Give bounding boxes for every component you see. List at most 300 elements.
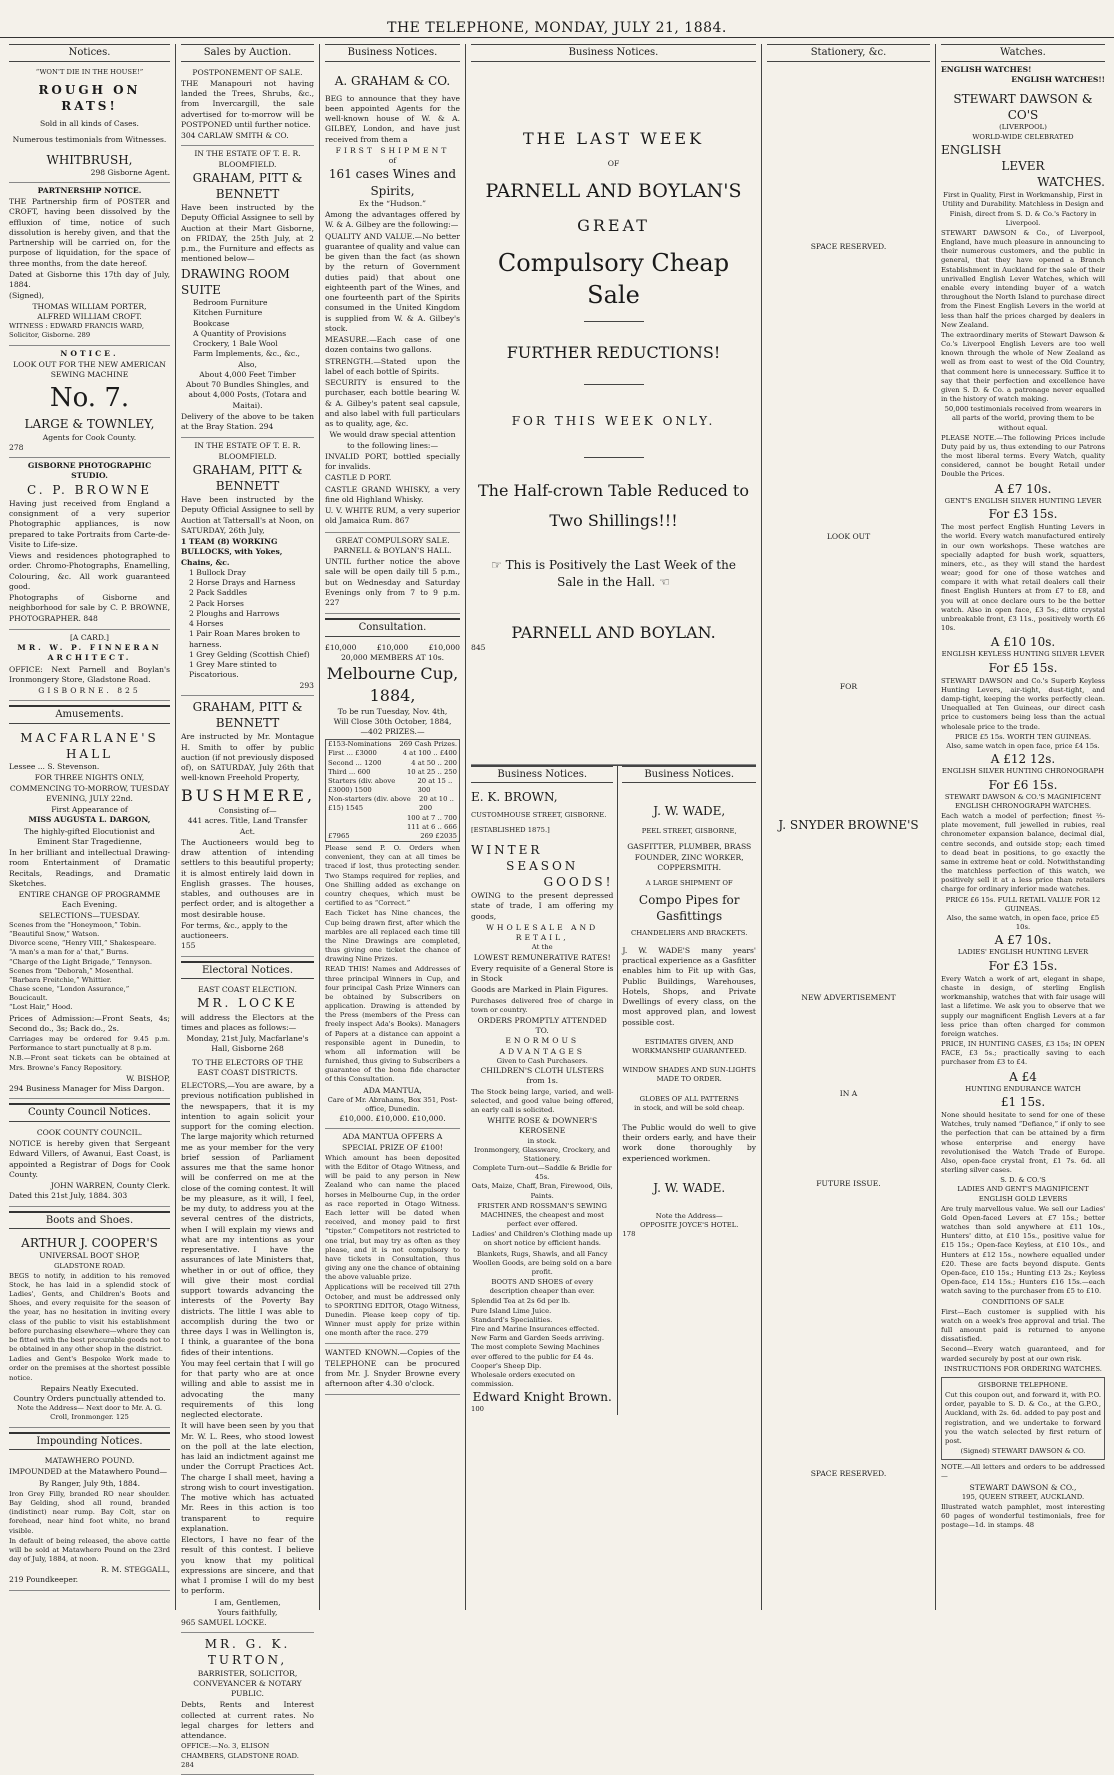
ad-text: Dated this 21st July, 1884. 303 (9, 1191, 128, 1201)
ad-text: Will Close 30th October, 1884, (333, 716, 452, 726)
ad-text: (LIVERPOOL) (999, 123, 1047, 132)
ad-star: MISS AUGUSTA L. DARGON, (28, 815, 151, 825)
ad-text: OPPOSITE JOYCE'S HOTEL. (639, 1221, 739, 1230)
column-heading: Notices. (9, 44, 170, 62)
watch-price: A £12 12s. (990, 752, 1056, 767)
ad-title: MATAWHERO POUND. (44, 1456, 135, 1466)
ad-body: PLEASE NOTE.—The following Prices include Duty paid by us, thus extending to our Patrons the most liberal terms. Every Watch, quality considered, cannot be bought Retail under Double the Prices. (941, 433, 1105, 479)
ad-photo-studio (9, 458, 170, 630)
ad-postponement (181, 65, 314, 147)
ad-body: CASTLE GRAND WHISKY, a very fine old Highland Whisky. (325, 484, 460, 504)
ad-headline: WINTER (471, 842, 543, 857)
ad-headline: Compo Pipes for Gasfittings (638, 893, 740, 924)
amount: £10,000 (325, 642, 357, 652)
program-item: Divorce scene, “Henry VIII,” Shakespeare. (9, 939, 157, 948)
ad-body: will address the Electors at the times and places as follows:— (181, 1012, 314, 1032)
ad-text: IN A (839, 1088, 858, 1098)
ad-body: N.B.—Front seat tickets can be obtained at Mrs. Browne's Fancy Repository. (9, 1054, 170, 1072)
table-cell: Non-starters (div. above £15) 1545 (328, 795, 411, 813)
ad-text: OFFICE:—No. 3, ELISON CHAMBERS, GLADSTONE ROAD. 284 (181, 1742, 299, 1769)
table-cell: 20 at 15 .. 300 (417, 776, 453, 795)
program-item: “Lost Hair,” Hood. (9, 1003, 73, 1012)
program-item: Chase scene, “London Assurance,” Boucicault. (9, 985, 130, 1003)
ad-body: FOR THREE NIGHTS ONLY, COMMENCING TO-MORROW, TUESDAY EVENING, JULY 22nd. (9, 773, 170, 803)
column-stationery (762, 44, 936, 1610)
ad-body: FRISTER AND ROSSMAN'S SEWING MACHINES, the cheapest and most perfect ever offered. (477, 1201, 607, 1229)
ad-subtitle: TO THE ELECTORS OF THE EAST COAST DISTRICTS. (191, 1057, 304, 1077)
list-item: Bookcase (193, 318, 230, 328)
ad-subtitle: 161 cases Wines and Spirits, (328, 167, 457, 198)
ad-body: In default of being released, the above cattle will be sold at Matawhero Pound on the 23rd day of July, 1884, at noon. (9, 1536, 170, 1564)
ad-text: The most complete Sewing Machines ever offered to the public for £4 4s. (471, 1343, 600, 1361)
ad-body: First—Each customer is supplied with his watch on a week's free approval and trial. The full amount paid is returned to anyone dissatisfied. (941, 1307, 1105, 1344)
ad-text: ORDERS PROMPTLY ATTENDED TO. (477, 1015, 607, 1036)
item-list (181, 298, 314, 360)
ad-text: GLOBES OF ALL PATTERNS (639, 1094, 739, 1103)
ad-text: OF (607, 159, 620, 169)
coupon-signature: (Signed) STEWART DAWSON & CO. (960, 1447, 1086, 1456)
ad-subtitle: 1 TEAM (8) WORKING BULLOCKS, with Yokes, Chains, &c. (181, 537, 283, 567)
ad-text: About 70 Bundles Shingles, and about 4,000 Posts, (Totara and Maitai). (185, 380, 309, 410)
ad-text: Yours faithfully, (217, 1607, 278, 1617)
ad-body: UNTIL further notice the above sale will be open daily till 5 p.m., but on Wednesday and Saturday Evenings only from 7 to 9 p.m. 227 (325, 557, 460, 608)
watch-offer: For £6 15s. (988, 777, 1058, 792)
ad-title: IN THE ESTATE OF T. E. R. BLOOMFIELD. (194, 441, 301, 461)
ad-text: FUTURE ISSUE. (816, 1178, 881, 1188)
prize-table (325, 739, 460, 842)
column-heading: Sales by Auction. (181, 44, 314, 62)
list-item: 2 Pack Horses (189, 598, 244, 608)
ad-text: £10,000. £10,000. £10,000. (339, 1114, 446, 1124)
ad-body: IMPOUNDED at the Matawhero Pound— (9, 1467, 168, 1477)
table-row (326, 795, 459, 813)
ad-text: 304 CARLAW SMITH & CO. (181, 131, 289, 140)
ad-text: Pure Island Lime Juice. (471, 1306, 552, 1315)
ad-text: PRICE £6 15s. FULL RETAIL VALUE FOR 12 GUINEAS. (945, 895, 1101, 913)
order-coupon (941, 1377, 1105, 1460)
ad-headline: ENGLISH WATCHES!! (1011, 74, 1105, 84)
ad-body: QUALITY AND VALUE.—No better guarantee of quality and value can be given than the fact (as shown by the return of Government duties paid) that about one eighteenth part of the Wines, and one fourteenth part of the Spirits consumed in the United Kingdom is supplied from W. & A. Gilbey's stock. (325, 231, 460, 333)
ad-text: 278 (9, 442, 24, 452)
ad-text: Monday, 21st July, Macfarlane's Hall, Gisborne 268 (186, 1034, 309, 1054)
list-item: A Quantity of Provisions (193, 328, 287, 338)
ad-body: Goods are Marked in Plain Figures. (471, 985, 609, 995)
ad-subtitle: DRAWING ROOM SUITE (181, 266, 290, 297)
ad-body: It will have been seen by you that Mr. W. L. Rees, who stood lowest on the poll at the late election, has laid an indictment against me under the Corrupt Practices Act. The charge I shall meet, having a strong wish to court investigation. The motive which has actuated Mr. Rees in this action is too transparent to require explanation. (181, 1421, 314, 1533)
amount-row (325, 643, 460, 653)
ad-text: ENORMOUS ADVANTAGES (499, 1036, 585, 1056)
ad-title: COOK COUNTY COUNCIL. (36, 1127, 143, 1137)
ad-body: OFFICE: Next Parnell and Boylan's Ironmongery Store, Gladstone Road. (9, 664, 170, 684)
ad-name: MR. W. P. FINNERAN ARCHITECT. (17, 643, 162, 663)
program-item: “Beautiful Snow,” Watson. (9, 930, 100, 939)
ad-title: GISBORNE PHOTOGRAPHIC STUDIO. (27, 461, 152, 481)
ad-text: Cooper's Sheep Dip. (471, 1361, 542, 1370)
program-item: “Charge of the Light Brigade,” Tennyson. (9, 957, 152, 966)
ad-matawhero-pound (9, 1453, 170, 1591)
ad-body: Purchases delivered free of charge in town or country. (471, 996, 614, 1014)
ad-title: STEWART DAWSON & CO'S (953, 92, 1093, 123)
ad-bushmere (181, 696, 314, 957)
section-heading: County Council Notices. (9, 1103, 170, 1122)
list-item: 1 Bullock Dray (189, 567, 246, 577)
ad-body: THE Partnership firm of POSTER and CROFT, having been dissolved by the effluxion of time, notice of such dissolution is hereby given, and that the Partnership will be carried on, for the purpose of liquidation, for the space of three months, from the date hereof. (9, 197, 170, 268)
ad-text: STEWART DAWSON & CO.'S MAGNIFICENT ENGLISH CHRONOGRAPH WATCHES. (944, 792, 1102, 810)
ad-title: STEWART DAWSON & CO., (969, 1482, 1077, 1492)
ad-text: S. D. & CO.'S (1000, 1176, 1046, 1185)
space-reserved: SPACE RESERVED. (810, 241, 887, 251)
table-total: £7965 (328, 831, 350, 840)
ad-body: Dated at Gisborne this 17th day of July, 1884. (9, 269, 170, 290)
column-heading: Stationery, &c. (767, 44, 930, 62)
ad-text: 845 (471, 643, 486, 653)
table-cell: Starters (div. above £3000) 1500 (328, 776, 396, 795)
ad-headline: FURTHER REDUCTIONS! (506, 343, 721, 363)
table-row (326, 749, 459, 758)
watch-offer: For £3 15s. (988, 958, 1058, 973)
ad-body: The highly-gifted Elocutionist and Eminent Star Tragedienne, (24, 826, 155, 846)
ad-text: Numerous testimonials from Witnesses. (12, 135, 167, 145)
ad-body: CASTLE D PORT. (325, 473, 392, 483)
ad-body: J. W. WADE'S many years' practical experience as a Gasfitter enables him to Fit up with Gas, Public Buildings, Warehouses, Hotels, Shops, and Private Dwellings of every class, on the most approved plan, and lowest possible cost. (622, 945, 756, 1027)
table-cell: 4 at 100 .. £400 (402, 749, 457, 758)
ad-title: PARTNERSHIP NOTICE. (37, 185, 142, 195)
ad-text: CHANDELIERS AND BRACKETS. (631, 928, 748, 937)
ad-body: OWING to the present depressed state of trade, I am offering my goods, (471, 891, 614, 921)
ad-text: First Appearance of (51, 805, 128, 815)
ad-headline: SEASON (506, 858, 579, 873)
ad-text: 965 SAMUEL LOCKE. (181, 1618, 267, 1628)
ad-melbourne-cup (325, 640, 460, 1130)
ad-body: STRENGTH.—Stated upon the label of each bottle of Spirits. (325, 356, 460, 376)
ad-title: PARNELL AND BOYLAN'S (485, 180, 742, 203)
ad-body: Carriages may be ordered for 9.45 p.m. Performance to start punctually at 8 p.m. (9, 1035, 170, 1053)
ad-text: W. BISHOP, (126, 1073, 170, 1083)
list-item: 4 Horses (189, 619, 224, 629)
table-row (326, 814, 459, 823)
column-business-1 (320, 44, 466, 1610)
ad-text: WINDOW SHADES AND SUN-LIGHTS MADE TO ORDER. (622, 1066, 756, 1084)
ad-text: BARRISTER, SOLICITOR, CONVEYANCER & NOTARY PUBLIC. (193, 1668, 302, 1699)
ad-body: BEG to announce that they have been appointed Agents for the well-known house of W. & A. GILBEY, London, and have just received from them a (325, 93, 460, 144)
column-business-2 (466, 44, 762, 1610)
ad-text: Also, same watch in open face, price £4 15s. (946, 741, 1100, 750)
table-row (326, 768, 459, 777)
ad-body: Ladies and Gent's Bespoke Work made to order on the premises at the shortest possible notice. (9, 1355, 170, 1382)
section-heading: Electoral Notices. (181, 961, 314, 980)
ad-body: STEWART DAWSON and Co.'s Superb Keyless Hunting Levers, air-tight, dust-tight, and damp-tight, keeping the works perfectly clean. Unequalled at Ten Guineas, our direct cash price to customers being less than the actual wholesale price to the trade. (941, 676, 1105, 731)
ad-body: The Auctioneers would beg to draw attention of intending settlers to this beautiful property; it is almost entirely laid down in English grasses. The houses, stables, and outhouses are in perfect order, and is altogether a most desirable house. (181, 837, 314, 919)
ad-body: Every Watch a work of art, elegant in shape, chaste in design, of sterling English workmanship, watches that with fair usage will last a lifetime. We ask you to observe that we supply our magnificent English Levers at a far less price than often charged for common foreign watches. (941, 974, 1105, 1038)
ad-text: 178 (622, 1230, 636, 1239)
ad-headline: THE LAST WEEK (522, 128, 705, 148)
list-item: 1 Grey Mare stinted to Piscatorious. (189, 660, 277, 680)
divider (584, 457, 644, 458)
ad-text: LOOK OUT (826, 531, 871, 541)
ad-parnell-boylan (471, 65, 756, 765)
list-item: 1 Pair Roan Mares broken to harness. (189, 629, 300, 649)
ad-text: Ironmongery, Glassware, Crockery, and Stationery. (474, 1145, 611, 1163)
ad-title: PARNELL AND BOYLAN. (511, 622, 716, 642)
ad-body: WANTED KNOWN.—Copies of the TELEPHONE can be procured from Mr. J. Snyder Browne every afternoon after 4.30 o'clock. (325, 1348, 460, 1389)
ad-body: Every requisite of a General Store is in Stock (471, 963, 614, 984)
table-cell: Third ... 600 (328, 767, 371, 776)
ad-title: NOTICE. (60, 348, 119, 358)
ad-body: Iron Grey Filly, branded RO near shoulder. Bay Gelding, shod all round, branded (indistinct) near rump. Bay Colt, star on forehead, near hind foot white, no brand visible. (9, 1489, 170, 1535)
coupon-body: Cut this coupon out, and forward it, with P.O. order, payable to S. D. & Co., at the G.P.O., Auckland, with 2s. 6d. added to pay post and registration, and we undertake to forward you the watch selected by first return of post. (945, 1391, 1101, 1445)
ad-text: R. M. STEGGALL, (100, 1565, 170, 1575)
column-heading: Business Notices. (622, 766, 756, 784)
ad-turton (181, 1633, 314, 1775)
ad-text: 298 Gisborne Agent. (90, 167, 170, 177)
ad-body: NOTE.—All letters and orders to be addressed— (941, 1463, 1105, 1481)
ad-text: WHOLESALE AND RETAIL, (486, 922, 599, 943)
ad-title: J. SNYDER BROWNE'S (778, 818, 919, 833)
ad-text: of (388, 156, 397, 166)
ad-text: JOHN WARREN, County Clerk. (50, 1181, 170, 1191)
ad-rough-on-rats (9, 65, 170, 183)
ad-text: Given to Cash Purchasers. (496, 1056, 588, 1065)
ad-signature: J. W. WADE. (653, 1180, 726, 1195)
ad-body: ELECTORS,—You are aware, by a previous notification published in the newspapers, that it is my intention to again solicit your support for the coming election. The large majority which returned me as your member for the very brief session of Parliament assures me that the same honor will be conferred on me at the close of the coming contest. It will be my pleasure, as it will, I feel, be my duty, to address you at the several centres of the districts, when I will explain my views and what are my intentions as your representative. I have the assurances of late Ministers that, whether in or out of office, they will give their most cordial support towards advancing the interests of the Poverty Bay districts. The little I was able to accomplish during the two or three days I was in Wellington is, I think, a guarantee of the bona fides of their intentions. (181, 1081, 315, 1357)
ad-body: You may feel certain that I will go for that party who are at once willing and able to assist me in advocating the many requirements of this long neglected electorate. (181, 1358, 314, 1420)
ad-headline: ENGLISH WATCHES! (941, 64, 1032, 74)
column-heading: Business Notices. (471, 766, 613, 784)
table-row (326, 777, 459, 795)
ad-text: (Signed), (9, 291, 45, 301)
ad-text: CUSTOMHOUSE STREET, GISBORNE. (471, 811, 607, 820)
ad-body: The extraordinary merits of Stewart Dawson & Co.'s Liverpool English Levers are too well known through the whole of New Zealand as well as from east to west of the Old Country, that comment here is unnecessary. Suffice it to say that their perfection and excellence have given S. D. & Co. a patronage never equalled in the history of watch making. (941, 330, 1105, 404)
ad-text: 20,000 MEMBERS AT 10s. (340, 653, 445, 663)
ad-text: I am, Gentlemen, (214, 1597, 281, 1607)
ad-firm: GRAHAM, PITT & BENNETT (192, 699, 303, 731)
watch-title: GENT'S ENGLISH SILVER HUNTING LEVER (944, 496, 1102, 505)
ad-tagline: [A CARD.] (69, 632, 110, 642)
table-row (326, 740, 459, 749)
ad-text: 155 (181, 941, 196, 951)
ad-firm: LARGE & TOWNLEY, (24, 417, 155, 432)
ad-text: Repairs Neatly Executed. (40, 1383, 139, 1393)
ad-text: 219 Poundkeeper. (9, 1575, 79, 1585)
ad-text: WITNESS : EDWARD FRANCIS WARD, Solicitor, Gisborne. 289 (9, 322, 145, 340)
ad-cooper-boots (9, 1232, 170, 1428)
ad-bloomfield-estate-bullocks (181, 438, 314, 696)
ad-text: At the (531, 943, 553, 952)
ad-body: None should hesitate to send for one of these Watches, truly named “Defiance,” if only to see the perfection that can be attained by a firm whose enterprise and energy have revolutionised the Watch Trade of Europe. Also, open-face crystal front, £1 7s. 6d. all sterling silver cases. (941, 1111, 1105, 1175)
table-cell: 111 at 6 .. 666 (406, 822, 457, 831)
ad-headline: Two Shillings!!! (549, 510, 678, 530)
ad-text: Complete Turn-out—Saddle & Bridle for 45s. (472, 1164, 612, 1182)
table-header: 269 Cash Prizes. (399, 740, 457, 749)
column-heading: Business Notices. (471, 44, 756, 62)
ad-body: Delivery of the above to be taken at the Bray Station. 294 (181, 411, 314, 431)
list-item: 1 Grey Gelding (Scottish Chief) (189, 649, 310, 659)
ad-text: ☞ This is Positively the Last Week of the Sale in the Hall. ☜ (491, 558, 736, 589)
ad-text: Splendid Tea at 2s 6d per lb. (471, 1297, 571, 1306)
ad-graham-co (325, 65, 460, 533)
program-item: “A man's a man for a' that,” Burns. (9, 948, 129, 957)
watch-offer: £1 15s. (1000, 1094, 1046, 1109)
table-total: 269 £2035 (420, 831, 457, 840)
ad-text: ALFRED WILLIAM CROFT. (37, 311, 142, 321)
ad-body: PRICE, IN HUNTING CASES, £3 15s; IN OPEN FACE, £3 5s.; practically saving to each purchaser from £3 to £4. (941, 1040, 1105, 1067)
ad-tagline: “WON'T DIE IN THE HOUSE!” (35, 67, 144, 76)
ad-text: PEEL STREET, GISBORNE, (641, 827, 737, 836)
ad-body: STEWART DAWSON & Co., of Liverpool, England, have much pleasure in announcing to their numerous customers, and the public in general, that they have opened a Branch Establishment in Auckland for the sale of their unrivalled English Lever Watches, which will enable every intending buyer of a watch throughout the North Island to purchase direct from the Finest English Levers in the world at less than half the prices charged by dealers in New Zealand. (941, 228, 1105, 329)
ad-body: Prices of Admission:—Front Seats, 4s; Second do., 3s; Back do., 2s. (9, 1013, 170, 1033)
ad-body: In her brilliant and intellectual Drawing-room Entertainment of Dramatic Recitals, Readings, and Dramatic Sketches. (9, 848, 170, 888)
watch-title: HUNTING ENDURANCE WATCH (965, 1084, 1081, 1093)
list-item: 2 Pack Saddles (189, 588, 248, 598)
ad-text: Note the Address— (655, 1212, 723, 1221)
ad-text: By Ranger, July 9th, 1884. (39, 1478, 140, 1488)
ad-body: READ THIS! Names and Addresses of three principal Winners in Cup, and four principal Cash Prize Winners can be obtained by Subscribers on application. Drawing is attended by the Press (members of the Press can freely inspect Ada's Books). Managers of Papers at a distance can appoint a responsible agent in Dunedin, to whom all information will be furnished, thus giving to Subscribers a guarantee of the bona fide character of this Consultation. (325, 965, 460, 1084)
ad-wanted-known (325, 1344, 460, 1395)
ad-body: BEGS to notify, in addition to his removed Stock, he has laid in a splendid stock of Ladies', Gents, and Children's Boots and Shoes, and every requisite for the season of the year, has no hesitation in inviting every class of the public to visit his establishment before purchasing elsewhere—where they can be fitted with the best procurable goods not to be obtained in any other shop in the district. (9, 1271, 170, 1354)
ad-body: The Stock being large, varied, and well-selected, and good value being offered, an early call is solicited. (471, 1087, 614, 1114)
ad-text: THOMAS WILLIAM PORTER, (32, 301, 147, 311)
ad-ek-brown (471, 766, 618, 1415)
ad-body: Have been instructed by the Deputy Official Assignee to sell by Auction at Tattersall's at Noon, on SATURDAY, 26th July, (181, 495, 314, 535)
ad-text: Oats, Maize, Chaff, Bran, Firewood, Oils, Paints. (471, 1182, 613, 1200)
ad-text: ESTIMATES GIVEN, AND WORKMANSHIP GUARANTEED. (632, 1037, 747, 1055)
divider (584, 384, 644, 385)
ad-body: Second—Every watch guaranteed, and for warded securely by post at our own risk. (941, 1345, 1105, 1363)
ad-text: in stock. (527, 1136, 557, 1145)
masthead: THE TELEPHONE, MONDAY, JULY 21, 1884. (0, 0, 1114, 38)
ad-body: First in Quality, First in Workmanship, First in Utility and Durability. Matchless in Design and Finish, direct from S. D. & Co.'s Factory in Liverpool. (942, 191, 1104, 227)
ad-body: Which amount has been deposited with the Editor of Otago Witness, and will be paid to any person in New Zealand who can name the placed horses in Melbourne Cup, in the order as race reported in Otago Witness. Each letter will be dated when received, and money paid to first “tipster.” Competitors not restricted to one trial, but may try as often as they please, and it is not compulsory to have tickets in Consultation, thus giving any one the chance of obtaining the above valuable prize. (325, 1153, 460, 1282)
ad-headline: The Half-crown Table Reduced to (478, 481, 749, 501)
watch-price: A £7 10s. (994, 933, 1052, 948)
ad-text: 441 acres. Title, Land Transfer Act. (187, 816, 308, 836)
watch-title: ENGLISH KEYLESS HUNTING SILVER LEVER (941, 650, 1105, 659)
ad-body: Debts, Rents and Interest collected at current rates. No legal charges for letters and attendance. (181, 1700, 314, 1741)
ad-title: E. K. BROWN, (471, 790, 558, 804)
table-cell: 20 at 10 .. 200 (419, 795, 454, 813)
ad-text: About 4,000 Feet Timber (199, 369, 296, 379)
column-heading: Business Notices. (325, 44, 460, 62)
ad-title: J. W. WADE, (653, 804, 726, 818)
watch-price: A £10 10s. (990, 635, 1056, 650)
ad-signature: Edward Knight Brown. (472, 1390, 612, 1405)
divider (584, 321, 644, 322)
ad-body: Blankets, Rugs, Shawls, and all Fancy Woollen Goods, are being sold on a bare profit. (472, 1249, 612, 1276)
ad-architect (9, 630, 170, 702)
ad-text: To be run Tuesday, Nov. 4th, (337, 706, 448, 716)
ad-text: GISBORNE. 825 (38, 686, 141, 696)
ad-subtitle: CONDITIONS OF SALE (982, 1297, 1064, 1306)
ad-body: Please send P. O. Orders when convenient, they can at all times be traced if lost, thus protecting sender. Two Stamps required for replies, and One Shilling added as exchange on country cheques, which must be certified to as “Correct.” (325, 844, 460, 908)
ad-title: ARTHUR J. COOPER'S (21, 1236, 158, 1251)
ad-text: GREAT (577, 215, 650, 235)
ad-title: MACFARLANE'S HALL (20, 730, 159, 761)
program-item: Scenes from “Deborah,” Mosenthal. (9, 966, 134, 975)
ad-body: Electors, I have no fear of the result of this contest. I believe you know that my political expressions are sincere, and that what I promise I will do my best to perform. (181, 1535, 314, 1596)
ad-text: Country Orders punctually attended to. (13, 1394, 166, 1403)
ad-body: We would draw special attention to the following lines:— (329, 430, 456, 450)
ad-text: Note the Address— Next door to Mr. A. G. Croll, Ironmonger. 125 (16, 1404, 163, 1422)
ad-text: Also, the same watch, in open face, price £5 10s. (946, 913, 1100, 932)
list-item: 2 Horse Drays and Harness (189, 578, 296, 588)
ad-jw-wade (618, 766, 756, 1415)
ad-title: ROUGH ON RATS! (38, 82, 141, 113)
table-row (326, 823, 459, 832)
ad-headline: Compulsory Cheap Sale (497, 248, 730, 309)
table-header: £153-Nominations (328, 740, 392, 749)
ad-title: A. GRAHAM & CO. (334, 73, 451, 88)
ad-body: INVALID PORT, bottled specially for invalids. (325, 451, 460, 472)
ad-name: MR. LOCKE (197, 996, 298, 1011)
ad-text: A LARGE SHIPMENT OF (645, 879, 733, 888)
ad-text: GASFITTER, PLUMBER, BRASS FOUNDER, ZINC WORKER, COPPERSMITH. (627, 842, 752, 872)
ad-text: 100 (471, 1405, 484, 1414)
ad-body: NOTICE is hereby given that Sergeant Edward Villers, of Awanui, East Coast, is appointed a Registrar of Dogs for Cook County. (9, 1139, 170, 1179)
ad-subtitle: INSTRUCTIONS FOR ORDERING WATCHES. (944, 1364, 1102, 1373)
list-item: 2 Ploughs and Harrows (189, 608, 280, 618)
ad-body: U. V. WHITE RUM, a very superior old Jamaica Rum. 867 (325, 506, 460, 526)
ad-text: Sold in all kinds of Cases. (40, 119, 139, 129)
ad-text: SELECTIONS—TUESDAY. (39, 910, 140, 920)
ad-text: New Farm and Garden Seeds arriving. (471, 1334, 605, 1343)
ad-partnership-notice (9, 183, 170, 346)
ad-text: CHILDREN'S CLOTH ULSTERS from 1s. (480, 1066, 604, 1086)
ad-text: LOWEST REMUNERATIVE RATES! (473, 952, 611, 962)
ad-text: Agents for Cook County. (42, 432, 137, 442)
ad-compulsory-sale (325, 533, 460, 615)
ad-number: No. 7. (49, 383, 130, 414)
ad-text: Ex the “Hudson.” (358, 198, 426, 208)
space-reserved: SPACE RESERVED. (810, 1469, 887, 1479)
ad-body: Are truly marvellous value. We sell our Ladies' Gold Open-faced Levers at £7 15s.; better watches than sold anywhere at £11 10s., Hunters' ditto, at £10 15s., positive value for £15 15s.; Open-face Keyless, at £10 10s., and Hunters at £12 15s., nowhere equalled under £20. These are facts beyond dispute. Gents Open-face, £10 15s.; Hunting £13 2s.; Keyless Open-face, £14 15s.; Hunters £16 15s.—each watch saving to the purchaser from £5 to £10. (941, 1204, 1105, 1296)
ad-title: EAST COAST ELECTION. (198, 985, 297, 995)
watch-offer: For £5 15s. (988, 660, 1058, 675)
ad-title: GREAT COMPULSORY SALE. (335, 535, 450, 545)
ad-title: Melbourne Cup, 1884, (326, 664, 459, 705)
ad-text: For terms, &c., apply to the auctioneers. (181, 920, 288, 941)
ad-body: BOOTS AND SHOES of every description cheaper than ever. (489, 1278, 595, 1296)
ad-text: Care of Mr. Abrahams, Box 351, Post-office, Dunedin. (327, 1095, 458, 1114)
ad-text: ENTIRE CHANGE OF PROGRAMME Each Evening. (18, 890, 161, 910)
table-row (326, 832, 459, 841)
section-heading: Amusements. (9, 705, 170, 724)
ad-headline: LEVER (1001, 158, 1045, 173)
ad-text: 195, QUEEN STREET, AUCKLAND. (961, 1492, 1085, 1501)
ad-title: IN THE ESTATE OF T. E. R. BLOOMFIELD. (194, 149, 301, 169)
ad-text: UNIVERSAL BOOT SHOP, (39, 1251, 140, 1261)
watch-offer: For £3 15s. (988, 506, 1058, 521)
ad-text: 294 Business Manager for Miss Dargon. (9, 1084, 165, 1094)
ad-body: Applications will be received till 27th October, and must be addressed only to SPORTING EDITOR, Otago Witness, Dunedin. Please keep copy of tip. Winner must apply for prize within one month after the race. 279 (325, 1283, 460, 1338)
ad-body: SECURITY is ensured to the purchaser, each bottle bearing W. & A. Gilbey's patent seal capsule, and also label with full particulars as to quality, age, &c. (325, 378, 460, 429)
ad-ada-mantua-prize (325, 1129, 460, 1344)
list-item: Bedroom Furniture (193, 298, 268, 307)
ad-macfarlanes-hall (9, 727, 170, 1100)
ad-text: NEW ADVERTISEMENT (801, 993, 896, 1003)
ad-bloomfield-estate-furniture (181, 146, 314, 438)
ad-body: 50,000 testimonials received from wearers in all parts of the world, proving them to be without equal. (944, 405, 1102, 432)
column-notices (4, 44, 176, 1610)
ad-body: Each watch a model of perfection; finest ⅔-plate movement, full jewelled in rubies, real chronometer expansion balance, decimal dial, centre seconds, and outside stop; each timed to dead beat in positions, to go exactly the same in extreme heat or cold. Notwithstanding the matchless perfection of this watch, we positively sell it at a less price than retailers charge for ordinary inferior made watches. (941, 812, 1105, 894)
column-heading: Watches. (941, 44, 1105, 62)
ad-text: Consisting of— (218, 806, 277, 816)
ad-body: Have been instructed by the Deputy Official Assignee to sell by Auction at their Mart Gisborne, on FRIDAY, the 25th July, at 2 p.m., the Furniture and effects as mentioned below— (181, 203, 314, 264)
column-auction (176, 44, 320, 1769)
ad-text: PARNELL & BOYLAN'S HALL. (333, 545, 452, 555)
table-row (326, 759, 459, 768)
section-heading: Consultation. (325, 618, 460, 637)
ad-title: BUSHMERE, (181, 785, 316, 805)
